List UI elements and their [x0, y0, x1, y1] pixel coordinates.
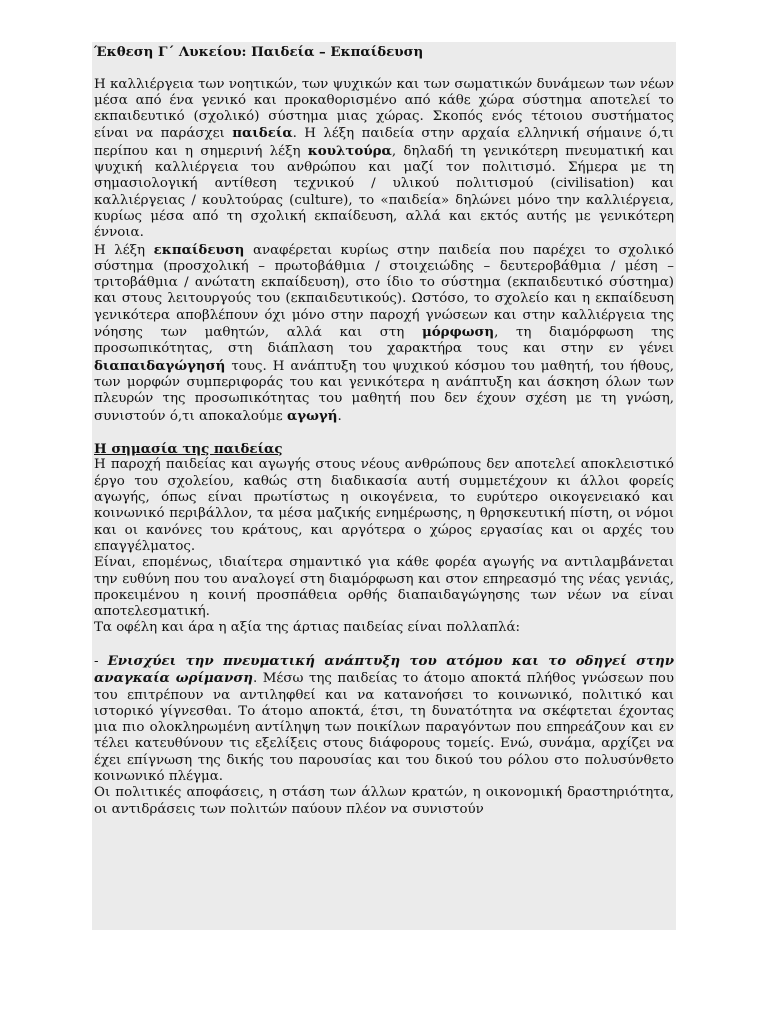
section-heading: Η σημασία της παιδείας — [94, 441, 283, 458]
blank-line — [94, 425, 674, 441]
list-item-pneumatiki-anaptyxi: - Ενισχύει την πνευματική ανάπτυξη του ατόμου και το οδηγεί στην αναγκαία ωρίμανση. Μέσω της παιδείας το άτομο αποκτά πλήθος γνώσεων που του επιτρέπουν να αντιληφθεί και να κατανοήσει το κοινωνικό, πολιτικό και ιστορικό γίγνεσθαι. Το άτομο αποκτά, έτσι, τη δυνατότητα να σκέφτεται έχοντας μια πιο ολοκληρωμένη αντίληψη των ποικίλων παραγόντων που επηρεάζουν και εν τέλει κατευθύνουν τις εξελίξεις στους διάφορους τομείς. Ενώ, συνάμα, αρχίζει να έχει επίγνωση της δικής του παρουσίας και του δικού του ρόλου στο πολυσύνθετο κοινωνικό πλέγμα. — [94, 652, 675, 785]
paragraph-foreis-agogis: Η παροχή παιδείας και αγωγής στους νέους ανθρώπους δεν αποτελεί αποκλειστικό έργο του σχολείου, καθώς στη διαδικασία αυτή συμμετέχουν κι άλλοι φορείς αγωγής, όπως είναι πρωτίστως η οικογένεια, το ευρύτερο οικογενειακό και κοινωνικό περιβάλλον, τα μέσα μαζικής ενημέρωσης, η θρησκευτική πίστη, οι νόμοι και οι κανόνες του κράτους, και αργότερα ο χώρος εργασίας και οι αρχές του επαγγέλματος. — [94, 457, 674, 554]
document-page — [92, 42, 676, 930]
paragraph-ekpaideusi: Η λέξη εκπαίδευση αναφέρεται κυρίως στην παιδεία που παρέχει το σχολικό σύστημα (προσχολική – πρωτοβάθμια / στοιχειώδης – δευτεροβάθμια / μέση – τριτοβάθμια / ανώτατη εκπαίδευση), στο ίδιο το σύστημα (εκπαιδευτικό σύστημα) και στους λειτουργούς του (εκπαιδευτικούς). Ωστόσο, το σχολείο και η εκπαίδευση γενικότερα αποβλέπουν όχι μόνο στην παροχή γνώσεων και στην καλλιέργεια της νόησης των μαθητών, αλλά και στη μόρφωση, τη διαμόρφωση της προσωπικότητας, στη διάπλαση του χαρακτήρα τους και στην εν γένει διαπαιδαγώγησή τους. Η ανάπτυξη του ψυχικού κόσμου του μαθητή, του ήθους, των μορφών συμπεριφοράς του και γενικότερα η ανάπτυξη και άσκηση όλων των πλευρών της προσωπικότητας του μαθητή που δεν έχουν σχέση με τη γνώση, συνιστούν ό,τι αποκαλούμε αγωγή. — [94, 241, 674, 424]
blank-line — [94, 637, 674, 653]
blank-line — [94, 60, 674, 76]
paragraph-ofeli: Τα οφέλη και άρα η αξία της άρτιας παιδείας είναι πολλαπλά: — [94, 620, 521, 636]
paragraph-politikes-apofaseis: Οι πολιτικές αποφάσεις, η στάση των άλλων κρατών, η οικονομική δραστηριότητα, οι αντιδράσεις των πολιτών παύουν πλέον να συνιστούν — [94, 785, 674, 817]
document-body — [92, 42, 676, 818]
paragraph-paideia: Η καλλιέργεια των νοητικών, των ψυχικών και των σωματικών δυνάμεων των νέων μέσα από ένα γενικό και προκαθορισμένο από κάθε χώρα σύστημα αποτελεί το εκπαιδευτικό (σχολικό) σύστημα μιας χώρας. Σκοπός ενός τέτοιου συστήματος είναι να παράσχει παιδεία. Η λέξη παιδεία στην αρχαία ελληνική σήμαινε ό,τι περίπου και η σημερινή λέξη κουλτούρα, δηλαδή τη γενικότερη πνευματική και ψυχική καλλιέργεια του ανθρώπου και μαζί τον πολιτισμό. Σήμερα με τη σημασιολογική αντίθεση τεχνικού / υλικού πολιτισμού (civilisation) και καλλιέργειας / κουλτούρας (culture), το «παιδεία» δηλώνει μόνο την καλλιέργεια, κυρίως μέσα από τη σχολική εκπαίδευση, αλλά και εκτός αυτής με γενικότερη έννοια. — [94, 76, 674, 241]
document-title: Έκθεση Γ΄ Λυκείου: Παιδεία – Εκπαίδευση — [94, 44, 424, 60]
paragraph-eythyni: Είναι, επομένως, ιδιαίτερα σημαντικό για κάθε φορέα αγωγής να αντιλαμβάνεται την ευθύνη που του αναλογεί στη διαμόρφωση και στον επηρεασμό της νέας γενιάς, προκειμένου η κοινή προσπάθεια ορθής διαπαιδαγώγησης των νέων να είναι αποτελεσματική. — [94, 555, 674, 620]
